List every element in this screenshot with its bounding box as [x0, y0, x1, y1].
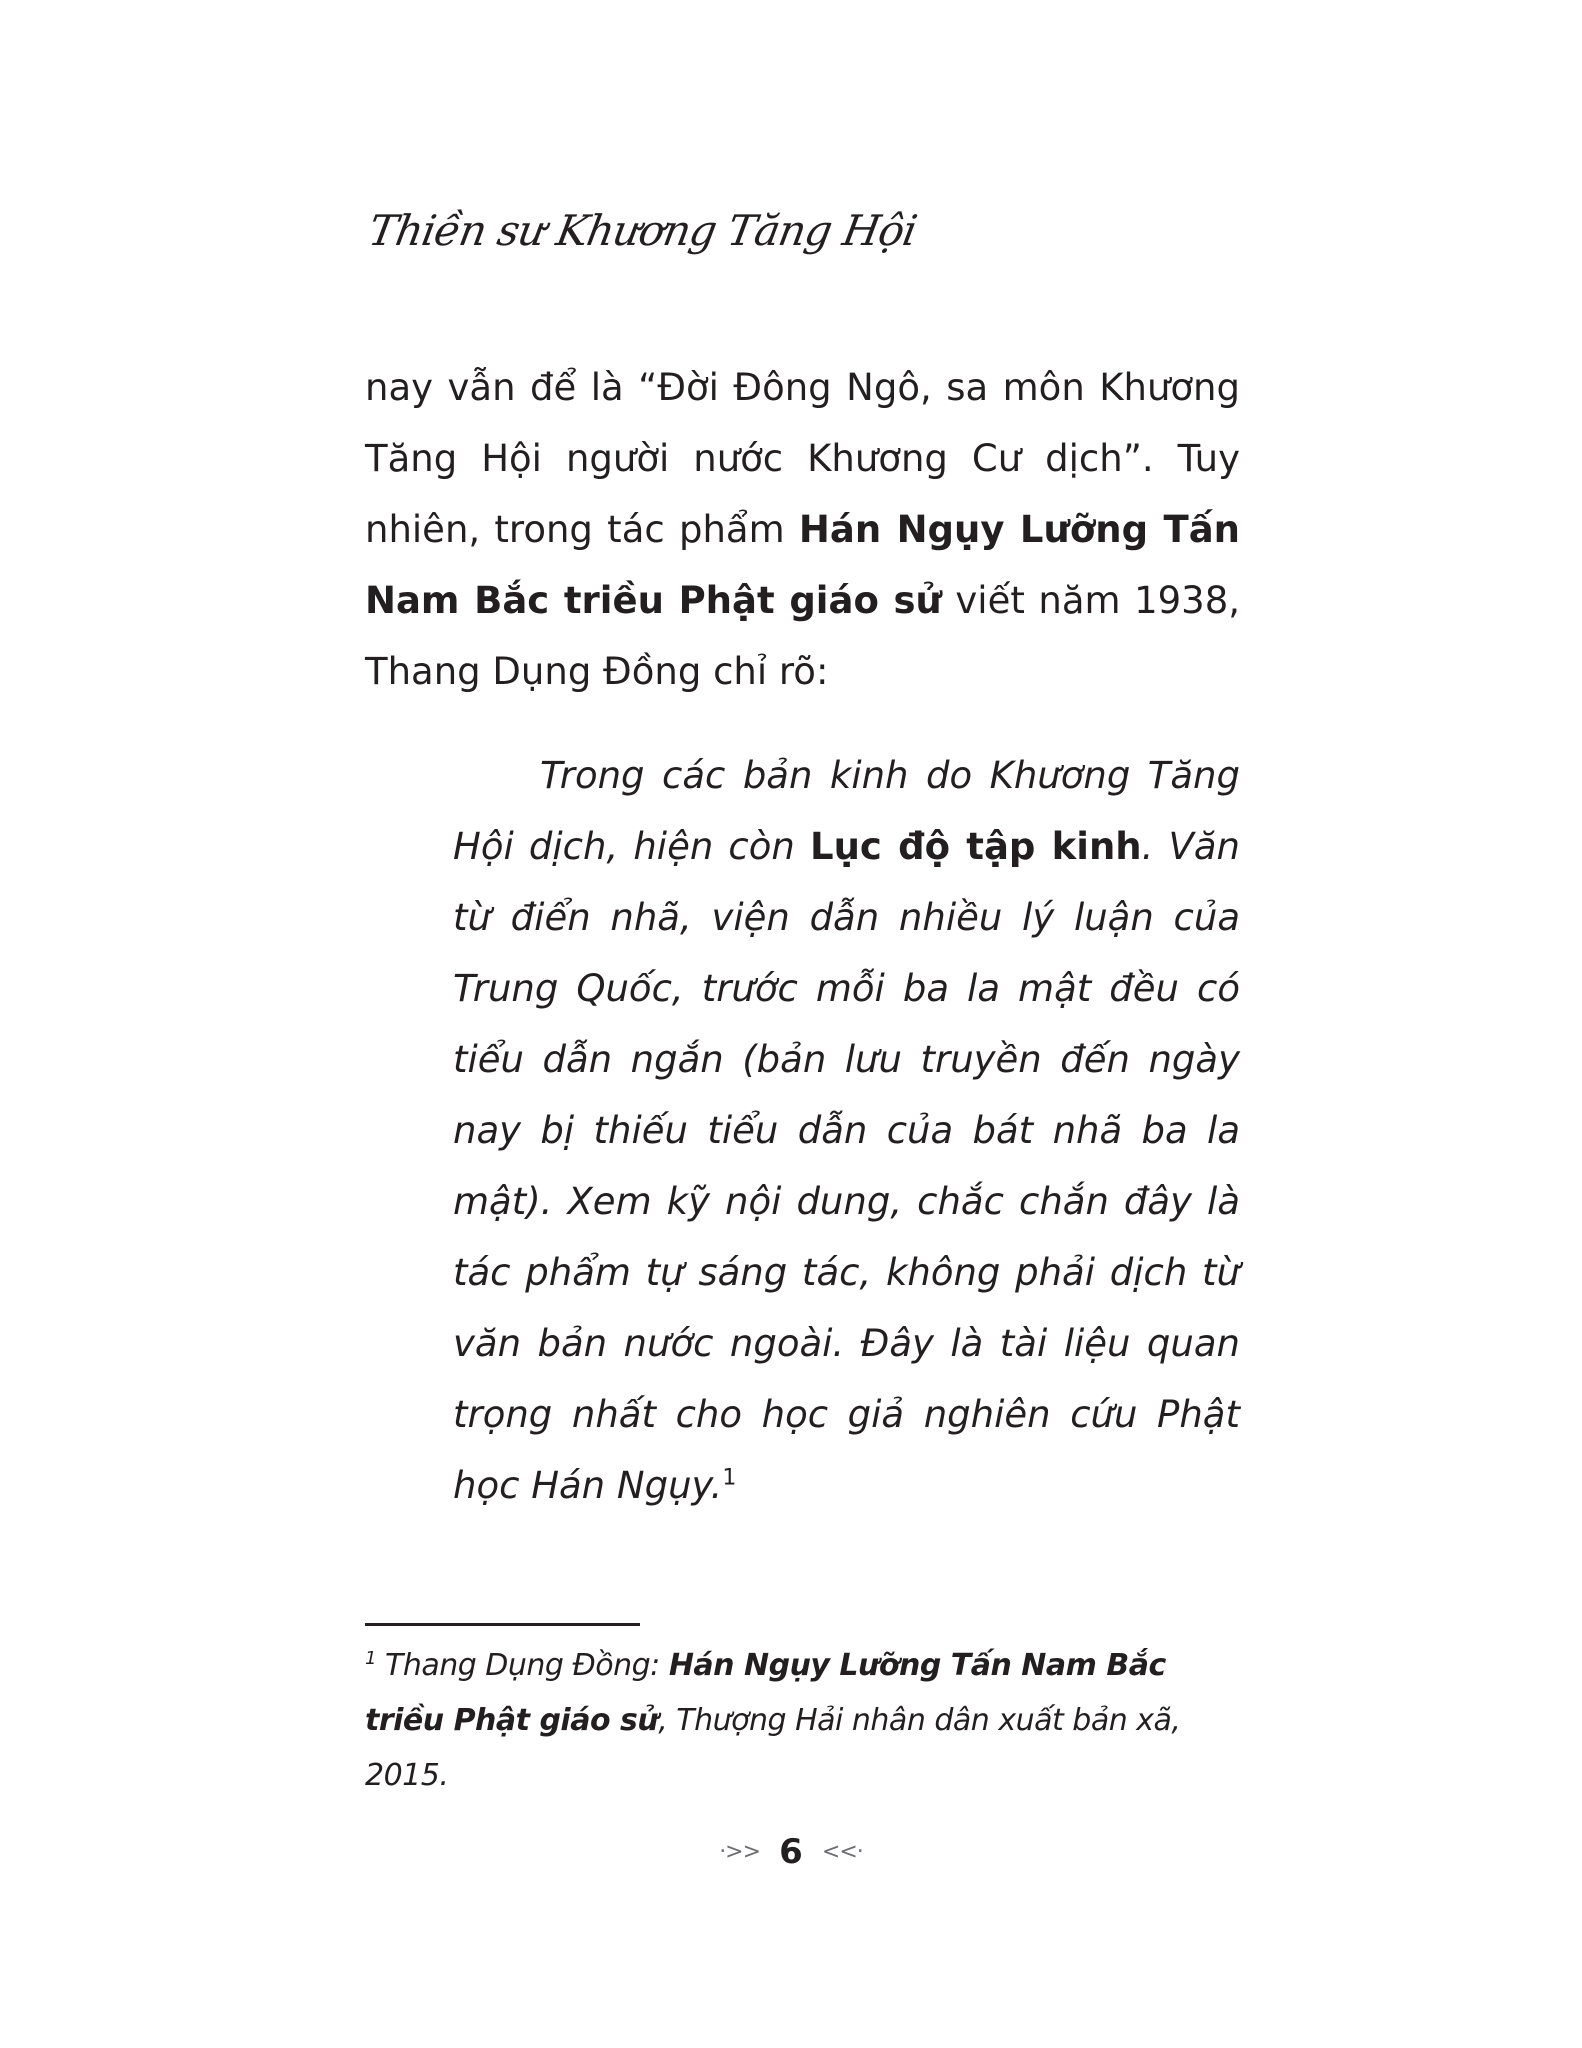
quote-text-segment: . Văn từ điển nhã, viện dẫn nhiều lý luận của Trung Quốc, trước mỗi ba la mật đều có tiểu dẫn ngắn (bản lưu truyền đến ngày nay bị thiếu tiểu dẫn của bát nhã ba la mật). Xem kỹ nội dung, chắc chắn đây là tác phẩm tự sáng tác, không phải dịch từ văn bản nước ngoài. Đây là tài liệu quan trọng nhất cho học giả nghiên cứu Phật học Hán Ngụy. [453, 825, 1240, 1507]
body-paragraph [365, 352, 1240, 707]
sutra-title-bold: Lục độ tập kinh [810, 825, 1142, 868]
footnote-publication: , Thượng Hải nhân dân xuất bản xã, 2015. [365, 1703, 1181, 1793]
quote-text-segment: Trong các bản kinh do Khương Tăng Hội dịch, hiện còn [453, 754, 1240, 868]
footnote-title-bold: Hán Ngụy Lưỡng Tấn Nam Bắc triều Phật giáo sử [365, 1648, 1166, 1738]
running-head: Thiền sư Khương Tăng Hội [365, 206, 921, 255]
footnote [365, 1638, 1245, 1803]
book-title-bold: Hán Ngụy Lưỡng Tấn Nam Bắc triều Phật giáo sử [365, 508, 1241, 622]
folio-left-ornament: ·>> [719, 1839, 761, 1865]
block-quote [453, 740, 1240, 1521]
footnote-separator [365, 1623, 640, 1626]
page-number: 6 [779, 1832, 803, 1872]
footnote-author: Thang Dụng Đồng: [375, 1648, 669, 1683]
folio-right-ornament: <<· [821, 1839, 863, 1865]
page-folio [0, 1832, 1582, 1872]
footnote-reference: 1 [722, 1465, 737, 1491]
body-text-segment: nay vẫn để là “Đời Đông Ngô, sa môn Khương Tăng Hội người nước Khương Cư dịch”. Tuy nhiên, trong tác phẩm [365, 366, 1240, 551]
body-text-segment: viết năm 1938, Thang Dụng Đồng chỉ rõ: [365, 579, 1240, 693]
footnote-number: 1 [365, 1648, 376, 1669]
